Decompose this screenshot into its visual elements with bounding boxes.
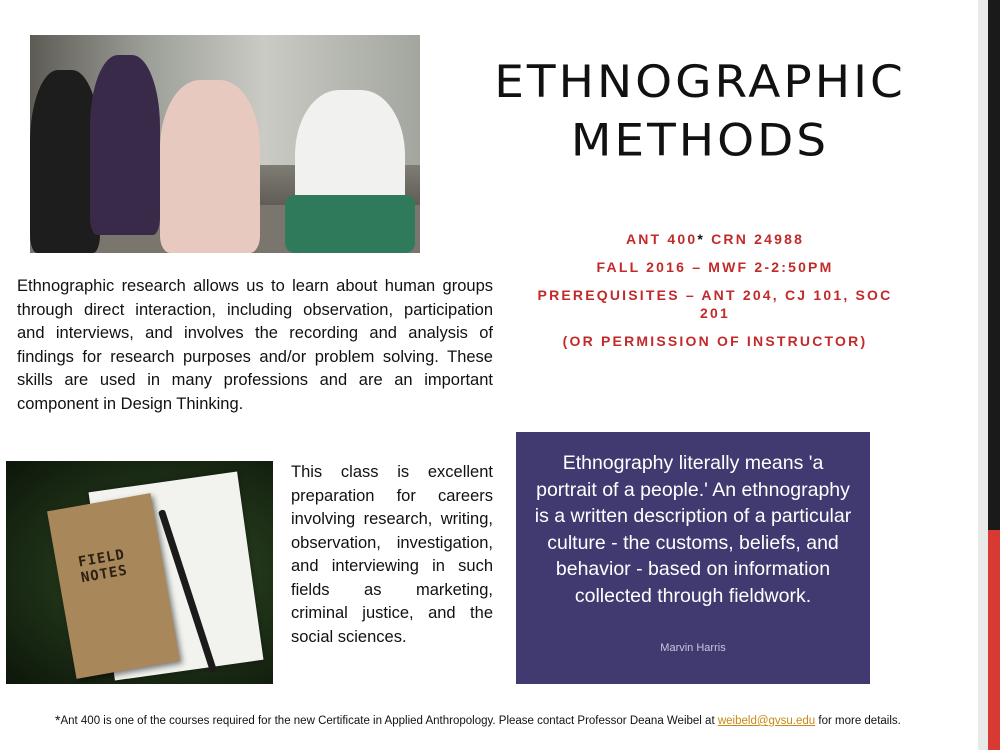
title-line-2: METHODS <box>570 114 830 168</box>
course-code: ANT 400 <box>625 231 698 247</box>
field-notes-book-title: FIELD NOTES <box>77 546 130 587</box>
careers-paragraph: This class is excellent preparation for careers involving research, writing, observation, investigation, and interviewing in such fields as marketing, criminal justice, and the social sciences. <box>291 463 493 646</box>
students-photo <box>30 35 420 253</box>
course-term: FALL 2016 – MWF 2-2:50PM <box>596 259 834 275</box>
title-line-1: ETHNOGRAPHIC <box>494 55 906 109</box>
course-crn: CRN 24988 <box>705 231 805 247</box>
side-strip-grey <box>978 0 988 750</box>
student-figure-3 <box>160 80 260 253</box>
student-figure-2 <box>90 55 160 235</box>
quote-box <box>516 432 870 684</box>
student-figure-4-skirt <box>285 195 415 253</box>
page-title <box>440 53 960 171</box>
course-info <box>520 230 910 360</box>
quote-author: Marvin Harris <box>660 642 726 654</box>
intro-paragraph: Ethnographic research allows us to learn about human groups through direct interaction, including observation, participation and interviews, and involves the recording and analysis of findings for research purposes and/or problem solving. These skills are used in many professions and are an important component in Design Thinking. <box>17 277 493 413</box>
footnote-mark: * <box>55 712 61 728</box>
course-asterisk: * <box>697 231 706 247</box>
field-notes-photo <box>6 461 273 684</box>
course-code-line <box>520 230 910 248</box>
side-strip-red <box>988 530 1000 750</box>
course-permission: (OR PERMISSION OF INSTRUCTOR) <box>562 333 868 349</box>
quote-text: Ethnography literally means 'a portrait of a people.' An ethnography is a written description of a particular culture - the customs, beliefs, and behavior - based on information collected through fieldwork. <box>534 452 852 607</box>
contact-email-link[interactable]: weibeld@gvsu.edu <box>717 715 816 727</box>
course-prereqs: PREREQUISITES – ANT 204, CJ 101, SOC 201 <box>537 287 893 321</box>
footnote <box>55 712 955 728</box>
footnote-text-before: Ant 400 is one of the courses required for the new Certificate in Applied Anthropology. Please contact Professor Deana Weibel at <box>60 715 718 727</box>
footnote-text-after: for more details. <box>815 715 901 727</box>
